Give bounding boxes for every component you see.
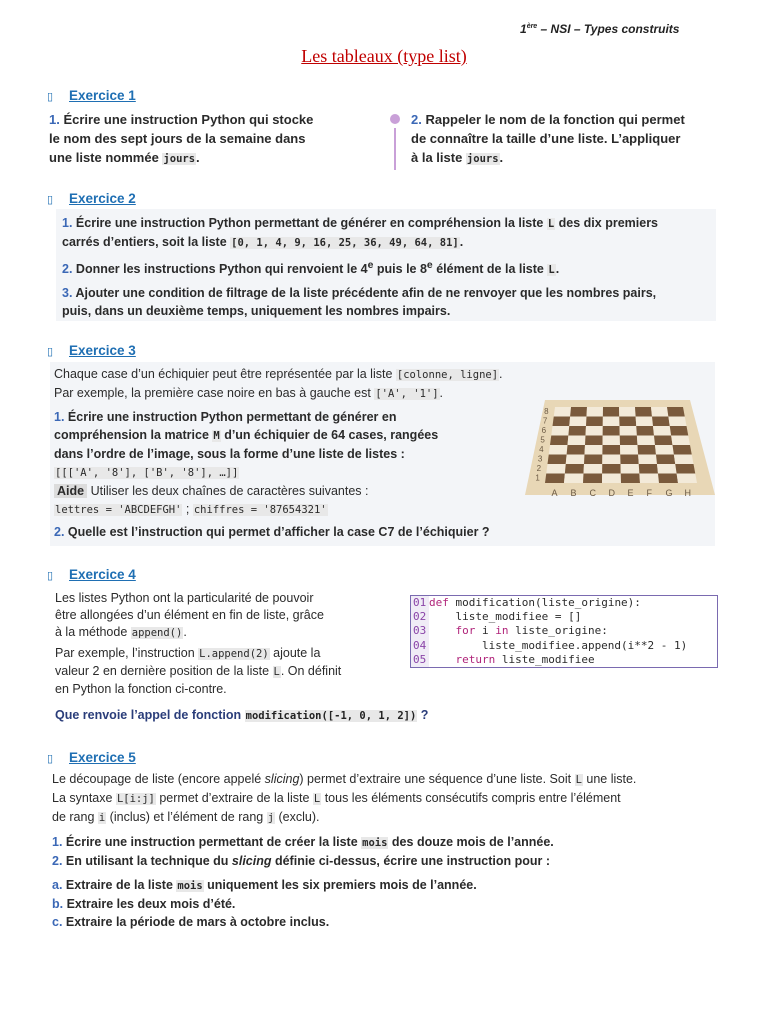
exercise-3-heading: Exercice 3 (69, 343, 136, 358)
board-square (587, 407, 604, 417)
board-square (635, 407, 652, 417)
board-square (652, 417, 670, 427)
ex4-text: Les listes Python ont la particularité de pouvoir être allongées d’un élément en fin de liste, grâce à la méthode append(). Par exemple, l’instruction L.append(2) ajoute la valeur 2 en dernière position de la liste L. On définit en Python la fonction ci-contre. (55, 591, 342, 696)
board-square (585, 445, 603, 455)
board-square (658, 474, 678, 484)
board-rank-label: 7 (542, 416, 548, 426)
exercise-1-heading: Exercice 1 (69, 88, 136, 103)
board-square (548, 455, 567, 465)
board-square (603, 436, 621, 446)
board-square (586, 417, 603, 427)
board-file-label: C (589, 488, 596, 498)
board-square (619, 417, 636, 427)
board-square (603, 407, 619, 417)
board-square (565, 464, 584, 474)
code-line: 02 liste_modifiee = [] (413, 610, 582, 624)
code-line: 01 def modification(liste_origine): (413, 596, 641, 609)
bullet-icon: ▯ (47, 194, 54, 206)
board-square (655, 445, 674, 455)
exercise-4-heading: Exercice 4 (69, 567, 136, 582)
board-file-label: A (551, 488, 558, 498)
board-file-label: B (570, 488, 577, 498)
board-square (584, 464, 603, 474)
board-square (636, 426, 654, 436)
board-square (670, 426, 689, 436)
board-square (568, 426, 586, 436)
board-square (550, 436, 568, 446)
board-square (602, 464, 621, 474)
board-square (671, 436, 690, 446)
board-square (668, 417, 686, 427)
board-square (637, 436, 655, 446)
board-file-label: G (665, 488, 673, 498)
board-square (603, 417, 620, 427)
board-square (585, 436, 603, 446)
board-square (583, 474, 602, 484)
ex3-content: Chaque case d’un échiquier peut être représentée par la liste [colonne, ligne]. Par exemple, la première case noire en bas à gauche est ['A', '1']. 1. Écrire une instruction Python permettant de générer en compréhension la matrice M d’un échiquier de 64 cases, rangées dans l’ordre de l’image, sous la forme d’une liste de listes : [[['A', '8'], ['B', '8'], …]] Aide Utiliser les deux chaînes de caractères suivantes : lettres = 'ABCDEFGH' ; chiffres = '87654321' 2. Quelle est l’instruction qui permet d’afficher la case C7 de l’échiquier ? (54, 367, 503, 539)
board-square (675, 464, 695, 474)
code-block (410, 595, 718, 668)
board-square (619, 407, 636, 417)
board-square (570, 407, 587, 417)
board-square (621, 464, 640, 474)
board-square (638, 455, 657, 465)
board-square (667, 407, 685, 417)
board-square (568, 436, 586, 446)
board-square (549, 445, 568, 455)
bullet-icon: ▯ (47, 346, 54, 358)
board-rank-label: 3 (537, 454, 543, 464)
board-square (674, 455, 694, 465)
board-square (620, 455, 639, 465)
board-square (638, 445, 657, 455)
board-square (621, 474, 640, 484)
board-square (602, 445, 620, 455)
board-rank-label: 1 (535, 473, 540, 483)
divider (394, 128, 396, 170)
board-file-label: F (646, 488, 652, 498)
board-file-label: D (608, 488, 615, 498)
board-file-label: H (684, 488, 691, 498)
board-square (653, 426, 671, 436)
board-rank-label: 2 (536, 464, 542, 474)
board-square (673, 445, 692, 455)
bullet-icon: ▯ (47, 91, 54, 103)
code-line: 05 return liste_modifiee (413, 652, 595, 666)
board-rank-label: 8 (544, 407, 549, 417)
board-square (656, 455, 675, 465)
board-square (566, 455, 585, 465)
board-square (553, 417, 571, 427)
ex5-content: Le découpage de liste (encore appelé slicing) permet d’extraire une séquence d’une liste. Soit L une liste. La syntaxe L[i:j] permet d’extraire de la liste L tous les éléments consécutifs compris entre l’élément de rang i (inclus) et l’élément de rang j (exclu). 1. Écrire une instruction permettant de créer la liste mois des douze mois de l’année. 2. En utilisant la technique du slicing définie ci-dessus, écrire une instruction pour : a. Extraire de la liste mois uniquement les six premiers mois de l’année. b. Extraire les deux mois d’été. c. Extraire la période de mars à octobre inclus. (52, 772, 637, 929)
exercise-5-heading: Exercice 5 (69, 750, 136, 765)
exercise-2-heading: Exercice 2 (69, 191, 136, 206)
board-square (677, 474, 697, 484)
ex4-question: Que renvoie l’appel de fonction modification([-1, 0, 1, 2]) ? (55, 708, 429, 722)
board-square (546, 464, 566, 474)
board-square (639, 464, 658, 474)
board-square (602, 455, 620, 465)
board-square (602, 474, 621, 484)
code-line: 03 for i in liste_origine: (413, 624, 608, 638)
board-square (620, 436, 638, 446)
board-square (654, 436, 673, 446)
board-square (584, 455, 602, 465)
bullet-icon: ▯ (47, 570, 54, 582)
board-square (545, 474, 565, 484)
ex1-question-1: 1. Écrire une instruction Python qui stocke le nom des sept jours de la semaine dans une liste nommée jours. (49, 112, 314, 165)
board-rank-label: 4 (539, 445, 544, 455)
dot-icon (390, 114, 400, 124)
board-file-label: E (627, 488, 634, 498)
board-square (603, 426, 620, 436)
ex1-question-2: 2. Rappeler le nom de la fonction qui permet de connaître la taille d’une liste. L’appliquer à la liste jours. (411, 112, 685, 165)
board-square (564, 474, 584, 484)
code-line: 04 liste_modifiee.append(i**2 - 1) (413, 638, 688, 652)
header-subject: 1ère – NSI – Types construits (520, 22, 680, 36)
board-square (620, 426, 637, 436)
board-square (569, 417, 586, 427)
board-square (554, 407, 571, 417)
board-rank-label: 5 (540, 435, 545, 445)
board-square (551, 426, 569, 436)
page-title: Les tableaux (type list) (301, 46, 467, 66)
board-square (636, 417, 653, 427)
board-square (586, 426, 603, 436)
board-rank-label: 6 (541, 426, 547, 436)
board-square (651, 407, 668, 417)
board-square (657, 464, 677, 474)
chessboard-image (525, 395, 715, 510)
ex2-content: 1. Écrire une instruction Python permettant de générer en compréhension la liste L des dix premiers carrés d’entiers, soit la liste [0, 1, 4, 9, 16, 25, 36, 49, 64, 81]. 2. Donner les instructions Python qui renvoient le 4e puis le 8e élément de la liste L. 3. Ajouter une condition de filtrage de la liste précédente afin de ne renvoyer que les nombres pairs, puis, dans un deuxième temps, uniquement les nombres impairs. (62, 216, 659, 319)
bullet-icon: ▯ (47, 753, 54, 765)
board-square (639, 474, 659, 484)
board-square (620, 445, 638, 455)
board-square (567, 445, 585, 455)
